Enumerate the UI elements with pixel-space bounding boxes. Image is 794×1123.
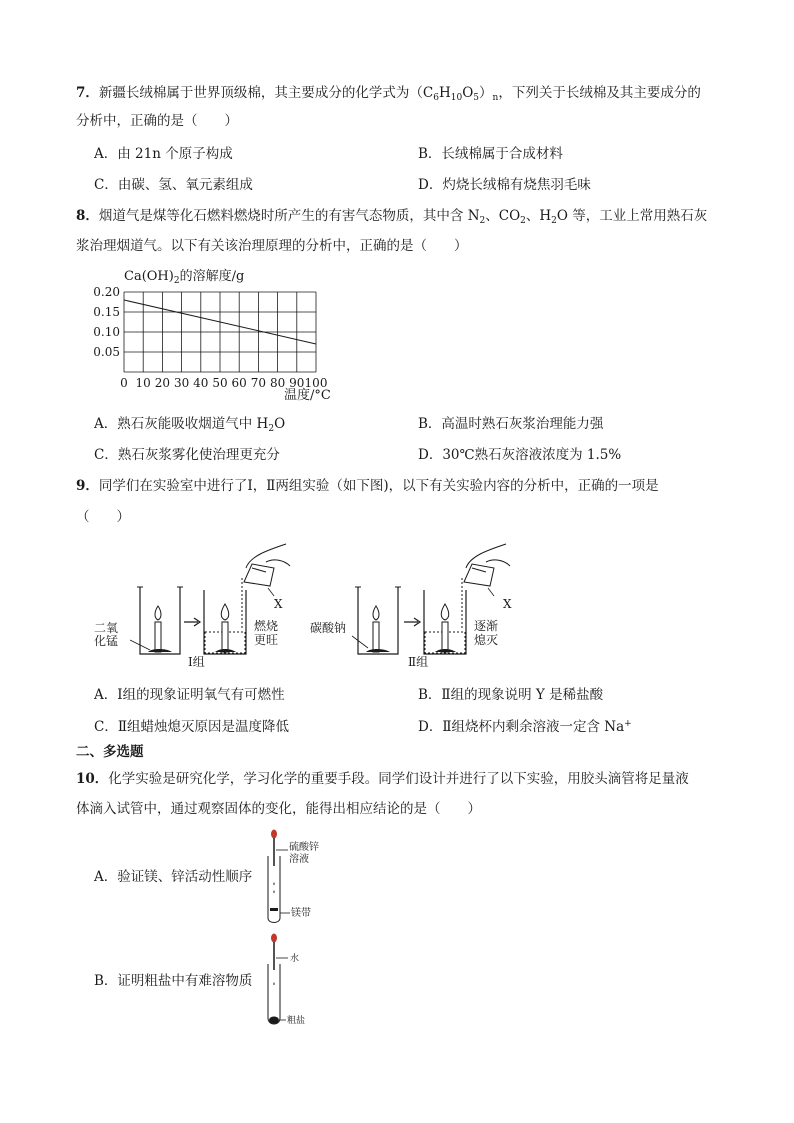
section-title-multi-choice: 二、多选题	[76, 744, 144, 760]
q10-option-a[interactable]: A．验证镁、锌活动性顺序	[94, 869, 253, 885]
q10-option-b-figure	[262, 930, 342, 1032]
q8-stem-part-a: 烟道气是煤等化石燃料燃烧时所产生的有害气态物质，其中含 N	[98, 208, 480, 224]
group1-label: Ⅰ组	[188, 655, 205, 669]
ion-charge-superscript: +	[624, 719, 632, 729]
q10a-reagent-label-1: 硫酸锌	[289, 842, 319, 853]
q9-experiment-figure	[90, 542, 530, 672]
q9-option-a[interactable]: A．Ⅰ组的现象证明氧气有可燃性	[94, 687, 285, 703]
x-tick-label: 40	[193, 376, 209, 390]
q10-stem-line2: 体滴入试管中，通过观察固体的变化，能得出相应结论的是（ ）	[76, 801, 481, 817]
group2-result-1: 逐渐	[474, 619, 499, 633]
group2-beaker-before	[352, 587, 401, 654]
q9-number: 9．	[76, 478, 99, 494]
q10-stem-text: 化学实验是研究化学，学习化学的重要手段。同学们设计并进行了以下实验，用胶头滴管将足量液	[108, 771, 689, 787]
group1-beaker-before	[130, 587, 183, 654]
group1-result-2: 更旺	[254, 633, 279, 647]
q8-option-b[interactable]: B．高温时熟石灰浆治理能力强	[418, 416, 604, 432]
formula-element: O	[462, 85, 474, 101]
q8-option-d[interactable]: D．30℃熟石灰溶液浓度为 1.5%	[418, 447, 622, 463]
q7-option-a[interactable]: A．由 21n 个原子构成	[94, 146, 233, 162]
x-tick-label: 10	[135, 376, 151, 390]
x-tick-label: 0	[120, 376, 128, 390]
formula-subscript: 10	[450, 93, 463, 103]
formula-subscript: 2	[551, 216, 557, 226]
group1-beaker-after	[204, 578, 246, 654]
dropper-icon	[271, 934, 277, 971]
formula-subscript: 2	[520, 216, 526, 226]
q8-number: 8．	[76, 208, 99, 224]
q10-option-b[interactable]: B．证明粗盐中有难溶物质	[94, 973, 253, 989]
group1-chemical-label-1: 二氧	[94, 621, 119, 635]
q9-option-d[interactable]	[418, 718, 632, 736]
x-tick-label: 20	[154, 376, 171, 390]
x-tick-label: 80	[269, 376, 286, 390]
q8-option-a-text: A．熟石灰能吸收烟道气中 H	[94, 416, 269, 432]
q9-stem	[76, 477, 659, 495]
x-tick-label: 70	[250, 376, 267, 390]
q10b-solid-label: 粗盐	[287, 1016, 306, 1026]
q8-stem-sep: 、CO	[485, 208, 521, 224]
formula-element: H	[438, 85, 451, 101]
chart-x-axis-label: 温度/°C	[284, 388, 331, 403]
group2-reagent-x: X	[503, 597, 512, 611]
q8-stem-sep: 、H	[525, 208, 552, 224]
group2-bottle-hand-icon	[464, 544, 510, 586]
solubility-chart	[88, 264, 348, 406]
q7-option-b[interactable]: B．长绒棉属于合成材料	[418, 146, 563, 162]
group2-result-2: 熄灭	[474, 633, 499, 647]
q7-option-d[interactable]: D．灼烧长绒棉有烧焦羽毛味	[418, 177, 591, 193]
dropper-icon	[271, 830, 277, 867]
formula-subscript: 6	[433, 93, 439, 103]
chart-y-tick-labels	[93, 285, 120, 359]
q9-option-b[interactable]: B．Ⅱ组的现象说明 Y 是稀盐酸	[418, 687, 604, 703]
group1-result-1: 燃烧	[254, 619, 279, 633]
q10a-reagent-label-2: 溶液	[289, 854, 309, 865]
y-tick-label: 0.05	[93, 345, 120, 359]
q8-stem	[76, 207, 707, 225]
q8-option-c[interactable]: C．熟石灰浆雾化使治理更充分	[94, 447, 280, 463]
chart-title: $Ca(OH)_2$的溶解度/g	[124, 269, 245, 286]
y-tick-label: 0.10	[93, 325, 120, 339]
q9-stem-line2: （ ）	[76, 509, 130, 525]
formula-subscript: 2	[479, 216, 486, 226]
x-tick-label: 90	[289, 376, 305, 390]
q7-option-c[interactable]: C．由碳、氢、氧元素组成	[94, 177, 253, 193]
y-tick-label: 0.15	[93, 305, 120, 319]
group1-bottle-hand-icon	[244, 544, 290, 586]
q8-option-a[interactable]	[94, 415, 285, 433]
q9-option-d-text: D．Ⅱ组烧杯内剩余溶液一定含 Na	[418, 719, 625, 735]
q9-stem-text: 同学们在实验室中进行了Ⅰ，Ⅱ两组实验（如下图)，以下有关实验内容的分析中，正确的一项是	[98, 478, 659, 494]
x-tick-label: 100	[304, 376, 328, 390]
x-tick-label: 60	[231, 376, 247, 390]
y-tick-label: 0.20	[93, 285, 120, 299]
formula-subscript-n: n	[492, 93, 499, 103]
x-tick-label: 50	[212, 376, 228, 390]
q7-stem	[76, 84, 701, 102]
group1-arrow-icon	[184, 618, 200, 626]
q7-number: 7．	[76, 85, 99, 101]
q8-stem-part-b: O 等，工业上常用熟石灰	[556, 208, 708, 224]
group2-label: Ⅱ组	[408, 655, 429, 669]
chart-grid	[124, 292, 316, 372]
group1-chemical-label-2: 化锰	[94, 634, 119, 648]
q7-stem-part-b: ，下列关于长绒棉及其主要成分的	[498, 85, 701, 101]
q10-option-a-figure	[262, 826, 342, 928]
formula-subscript: 2	[268, 424, 275, 434]
q8-option-a-tail: O	[274, 416, 286, 432]
q7-stem-part-a: 新疆长绒棉属于世界顶级棉，其主要成分的化学式为（C	[98, 85, 434, 101]
formula-subscript: 5	[473, 93, 480, 103]
q9-option-c[interactable]: C．Ⅱ组蜡烛熄灭原因是温度降低	[94, 719, 290, 735]
q10-number: 10．	[76, 771, 109, 787]
q7-stem-line2: 分析中，正确的是（ ）	[76, 113, 238, 129]
q10-stem	[76, 770, 689, 788]
group2-beaker-after	[424, 578, 466, 654]
group1-reagent-x: X	[274, 597, 283, 611]
group2-chemical-label: 碳酸钠	[310, 621, 347, 635]
test-tube-icon	[268, 964, 280, 1024]
q8-stem-line2: 浆治理烟道气。以下有关该治理原理的分析中，正确的是（ ）	[76, 238, 468, 254]
x-tick-label: 30	[173, 376, 190, 390]
formula-paren: ）	[479, 85, 493, 101]
q10a-solid-label: 镁带	[291, 908, 311, 919]
q10b-reagent-label: 水	[290, 954, 300, 964]
group2-arrow-icon	[404, 618, 420, 626]
